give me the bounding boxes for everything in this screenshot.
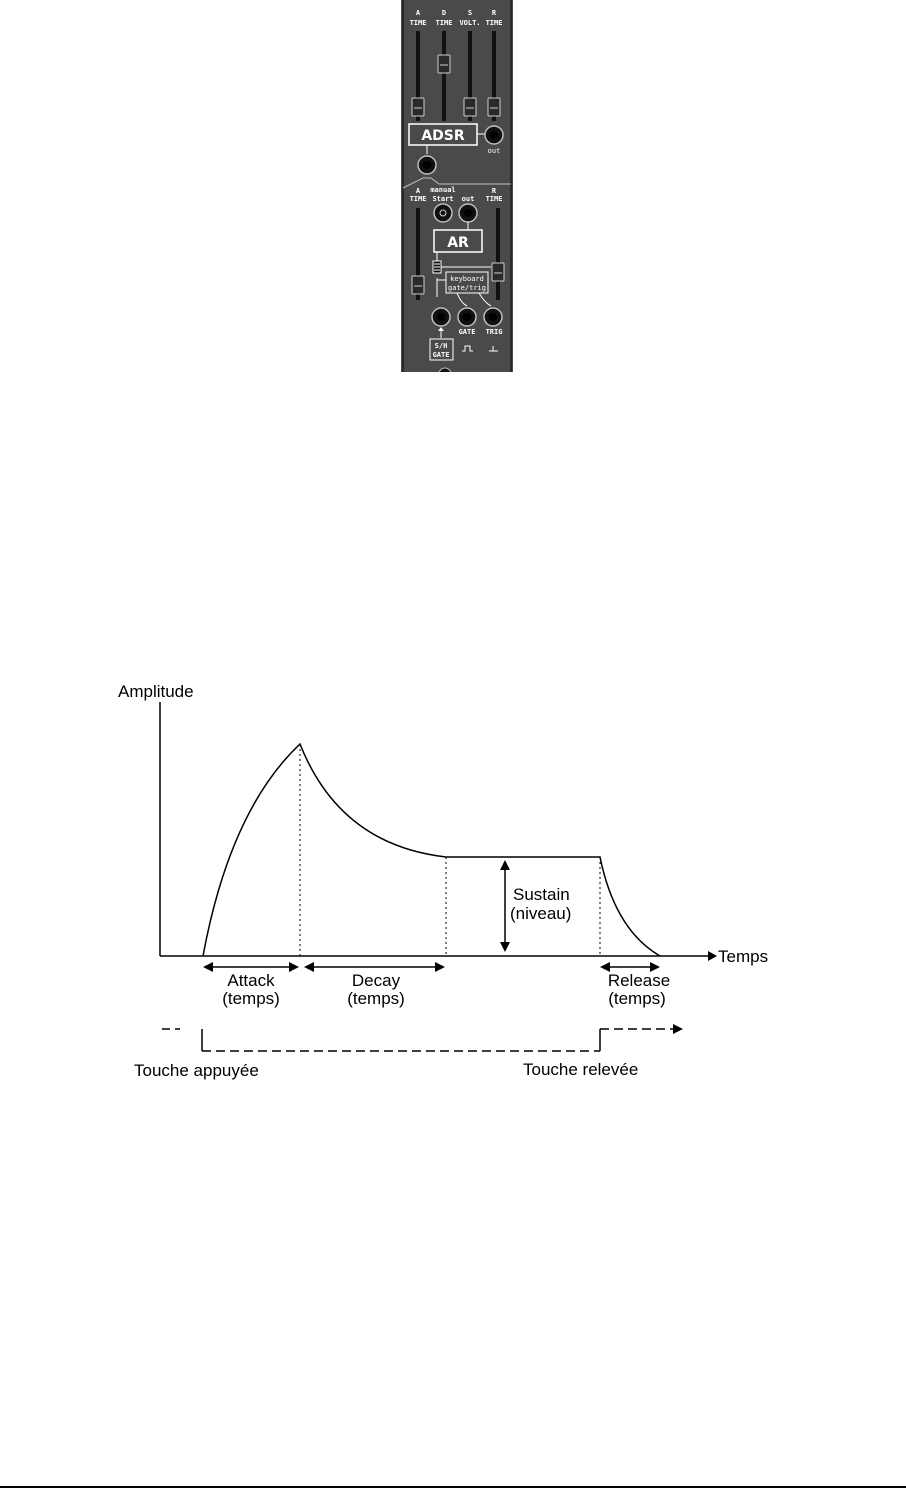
ar-start-label: Start <box>432 195 454 203</box>
adsr-slider-r-unit: TIME <box>485 19 503 27</box>
x-axis-label: Temps <box>718 947 769 966</box>
adsr-title: ADSR <box>421 128 465 144</box>
ar-release-slider-handle[interactable] <box>492 263 504 281</box>
ar-trig-jack[interactable] <box>484 308 502 326</box>
y-axis-label: Amplitude <box>118 682 194 701</box>
ar-release-slider-track <box>496 208 500 300</box>
adsr-out-label: out <box>487 147 501 155</box>
adsr-out-jack[interactable] <box>485 126 503 144</box>
adsr-envelope-diagram <box>110 670 790 1090</box>
sh-gate-label: GATE <box>432 351 450 359</box>
adsr-decay-slider-handle[interactable] <box>438 55 450 73</box>
key-gate-line <box>162 1029 675 1051</box>
adsr-slider-s-unit: VOLT. <box>459 19 481 27</box>
sustain-unit: (niveau) <box>510 904 572 923</box>
ar-a-letter: A <box>415 187 421 195</box>
adsr-slider-a-letter: A <box>415 9 421 17</box>
ar-a-unit: TIME <box>409 195 427 203</box>
ar-manual-label: manual <box>430 186 456 194</box>
ar-trigger-source-switch[interactable] <box>433 261 441 273</box>
adsr-slider-d-letter: D <box>441 9 447 17</box>
ar-gate-jack[interactable] <box>458 308 476 326</box>
sh-label: S/H <box>434 342 448 350</box>
ar-out-label: out <box>461 195 475 203</box>
adsr-slider-s-letter: S <box>467 9 473 17</box>
adsr-slider-r-letter: R <box>491 9 497 17</box>
adsr-sustain-slider-handle[interactable] <box>464 98 476 116</box>
adsr-release-slider-handle[interactable] <box>488 98 500 116</box>
adsr-decay-slider-track <box>442 31 446 121</box>
release-label: Release <box>607 971 671 990</box>
decay-label: Decay <box>351 971 401 990</box>
key-pressed-label: Touche appuyée <box>134 1061 259 1080</box>
envelope-module-panel <box>401 0 513 372</box>
adsr-slider-a-unit: TIME <box>409 19 427 27</box>
decay-unit: (temps) <box>347 989 405 1008</box>
ar-title: AR <box>447 235 469 251</box>
adsr-slider-d-unit: TIME <box>435 19 453 27</box>
gate-trig-label: gate/trig <box>448 284 486 292</box>
attack-label: Attack <box>227 971 275 990</box>
ar-trig-label: TRIG <box>485 328 503 336</box>
ar-sh-gate-jack[interactable] <box>432 308 450 326</box>
sustain-label: Sustain <box>513 885 570 904</box>
envelope-curve <box>203 744 660 956</box>
ar-gate-label: GATE <box>458 328 476 336</box>
attack-unit: (temps) <box>222 989 280 1008</box>
keyboard-label: keyboard <box>450 275 484 283</box>
ar-out-jack[interactable] <box>459 204 477 222</box>
ar-manual-start-button[interactable] <box>434 204 452 222</box>
ar-r-letter: R <box>491 187 497 195</box>
ar-r-unit: TIME <box>485 195 503 203</box>
adsr-attack-slider-handle[interactable] <box>412 98 424 116</box>
page-bottom-rule <box>0 1486 906 1488</box>
ar-attack-slider-handle[interactable] <box>412 276 424 294</box>
adsr-gate-input-jack[interactable] <box>418 156 436 174</box>
time-axis-arrow-icon <box>708 951 717 961</box>
key-released-label: Touche relevée <box>523 1060 639 1079</box>
release-unit: (temps) <box>608 989 666 1008</box>
